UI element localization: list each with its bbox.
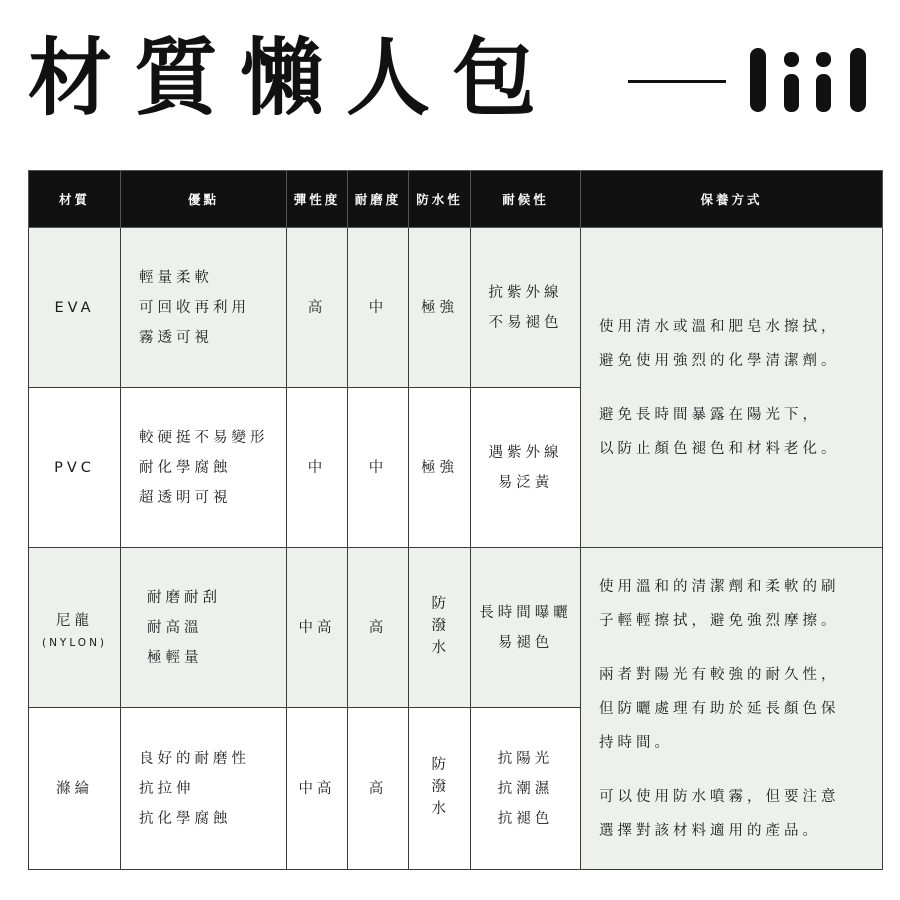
material-subname: (NYLON) (41, 636, 108, 649)
waterproof-value: 防潑水 (431, 595, 450, 656)
advantage-item: 耐磨耐刮 (147, 589, 221, 606)
advantage-item: 輕量柔軟 (139, 269, 213, 286)
advantage-item: 抗化學腐蝕 (139, 810, 232, 827)
advantages-cell (121, 708, 287, 870)
care-line: 選擇對該材料適用的產品。 (599, 822, 821, 839)
header-care: 保養方式 (581, 171, 883, 228)
material-table (28, 170, 883, 870)
header-waterproof: 防水性 (409, 171, 471, 228)
advantages-cell (121, 228, 287, 388)
waterproof-value: 防潑水 (431, 756, 450, 817)
care-line: 避免使用強烈的化學清潔劑。 (599, 352, 840, 369)
waterproof-cell (409, 548, 471, 708)
advantage-item: 良好的耐磨性 (139, 750, 250, 767)
header-material: 材質 (29, 171, 121, 228)
weather-item: 抗紫外線 (488, 284, 563, 301)
material-name: 尼龍 (56, 612, 93, 629)
header-abrasion: 耐磨度 (348, 171, 409, 228)
weather-cell (471, 228, 581, 388)
care-line: 避免長時間暴露在陽光下， (599, 406, 821, 423)
weather-item: 易褪色 (497, 634, 554, 651)
weather-item: 抗陽光 (497, 750, 554, 767)
waterproof-cell: 極強 (409, 388, 471, 548)
advantages-cell (121, 388, 287, 548)
care-line: 可以使用防水噴霧，但要注意 (599, 788, 840, 805)
care-line: 以防止顏色褪色和材料老化。 (599, 440, 840, 457)
advantage-item: 抗拉伸 (139, 780, 195, 797)
care-line: 使用清水或溫和肥皂水擦拭， (599, 318, 840, 335)
material-name: 滌綸 (56, 780, 93, 797)
waterproof-cell (409, 708, 471, 870)
advantage-item: 耐化學腐蝕 (139, 459, 232, 476)
care-line: 使用溫和的清潔劑和柔軟的刷 (599, 578, 840, 595)
advantage-item: 極輕量 (147, 649, 203, 666)
care-line: 子輕輕擦拭，避免強烈摩擦。 (599, 612, 840, 629)
weather-item: 遇紫外線 (488, 444, 563, 461)
material-name: PVC (54, 459, 95, 476)
elasticity-cell: 高 (287, 228, 348, 388)
header-row (29, 171, 883, 228)
weather-cell (471, 388, 581, 548)
material-name: EVA (54, 299, 95, 316)
material-cell (29, 708, 121, 870)
abrasion-cell: 中 (348, 228, 409, 388)
care-cell (581, 548, 883, 870)
weather-item: 易泛黃 (497, 474, 554, 491)
care-line: 兩者對陽光有較強的耐久性， (599, 666, 840, 683)
abrasion-cell: 高 (348, 708, 409, 870)
advantage-item: 較硬挺不易變形 (139, 429, 269, 446)
page-title: 材質懶人包 (28, 29, 559, 127)
table-row (29, 548, 883, 708)
care-line: 持時間。 (599, 734, 673, 751)
material-cell (29, 548, 121, 708)
material-cell (29, 228, 121, 388)
weather-cell (471, 708, 581, 870)
header-advantages: 優點 (121, 171, 287, 228)
elasticity-cell: 中高 (287, 548, 348, 708)
title-divider (628, 80, 726, 83)
advantage-item: 霧透可視 (139, 329, 213, 346)
table-row (29, 228, 883, 388)
care-line: 但防曬處理有助於延長顏色保 (599, 700, 840, 717)
elasticity-cell: 中高 (287, 708, 348, 870)
abrasion-cell: 高 (348, 548, 409, 708)
advantage-item: 耐高溫 (147, 619, 203, 636)
advantage-item: 可回收再利用 (139, 299, 250, 316)
weather-item: 抗潮濕 (497, 780, 554, 797)
care-cell (581, 228, 883, 548)
brand-logo (750, 48, 870, 112)
material-cell (29, 388, 121, 548)
header-elasticity: 彈性度 (287, 171, 348, 228)
weather-cell (471, 548, 581, 708)
advantages-cell (121, 548, 287, 708)
header-weather: 耐候性 (471, 171, 581, 228)
abrasion-cell: 中 (348, 388, 409, 548)
weather-item: 長時間曝曬 (479, 604, 572, 621)
advantage-item: 超透明可視 (139, 489, 232, 506)
weather-item: 不易褪色 (488, 314, 563, 331)
weather-item: 抗褪色 (497, 810, 554, 827)
waterproof-cell: 極強 (409, 228, 471, 388)
elasticity-cell: 中 (287, 388, 348, 548)
